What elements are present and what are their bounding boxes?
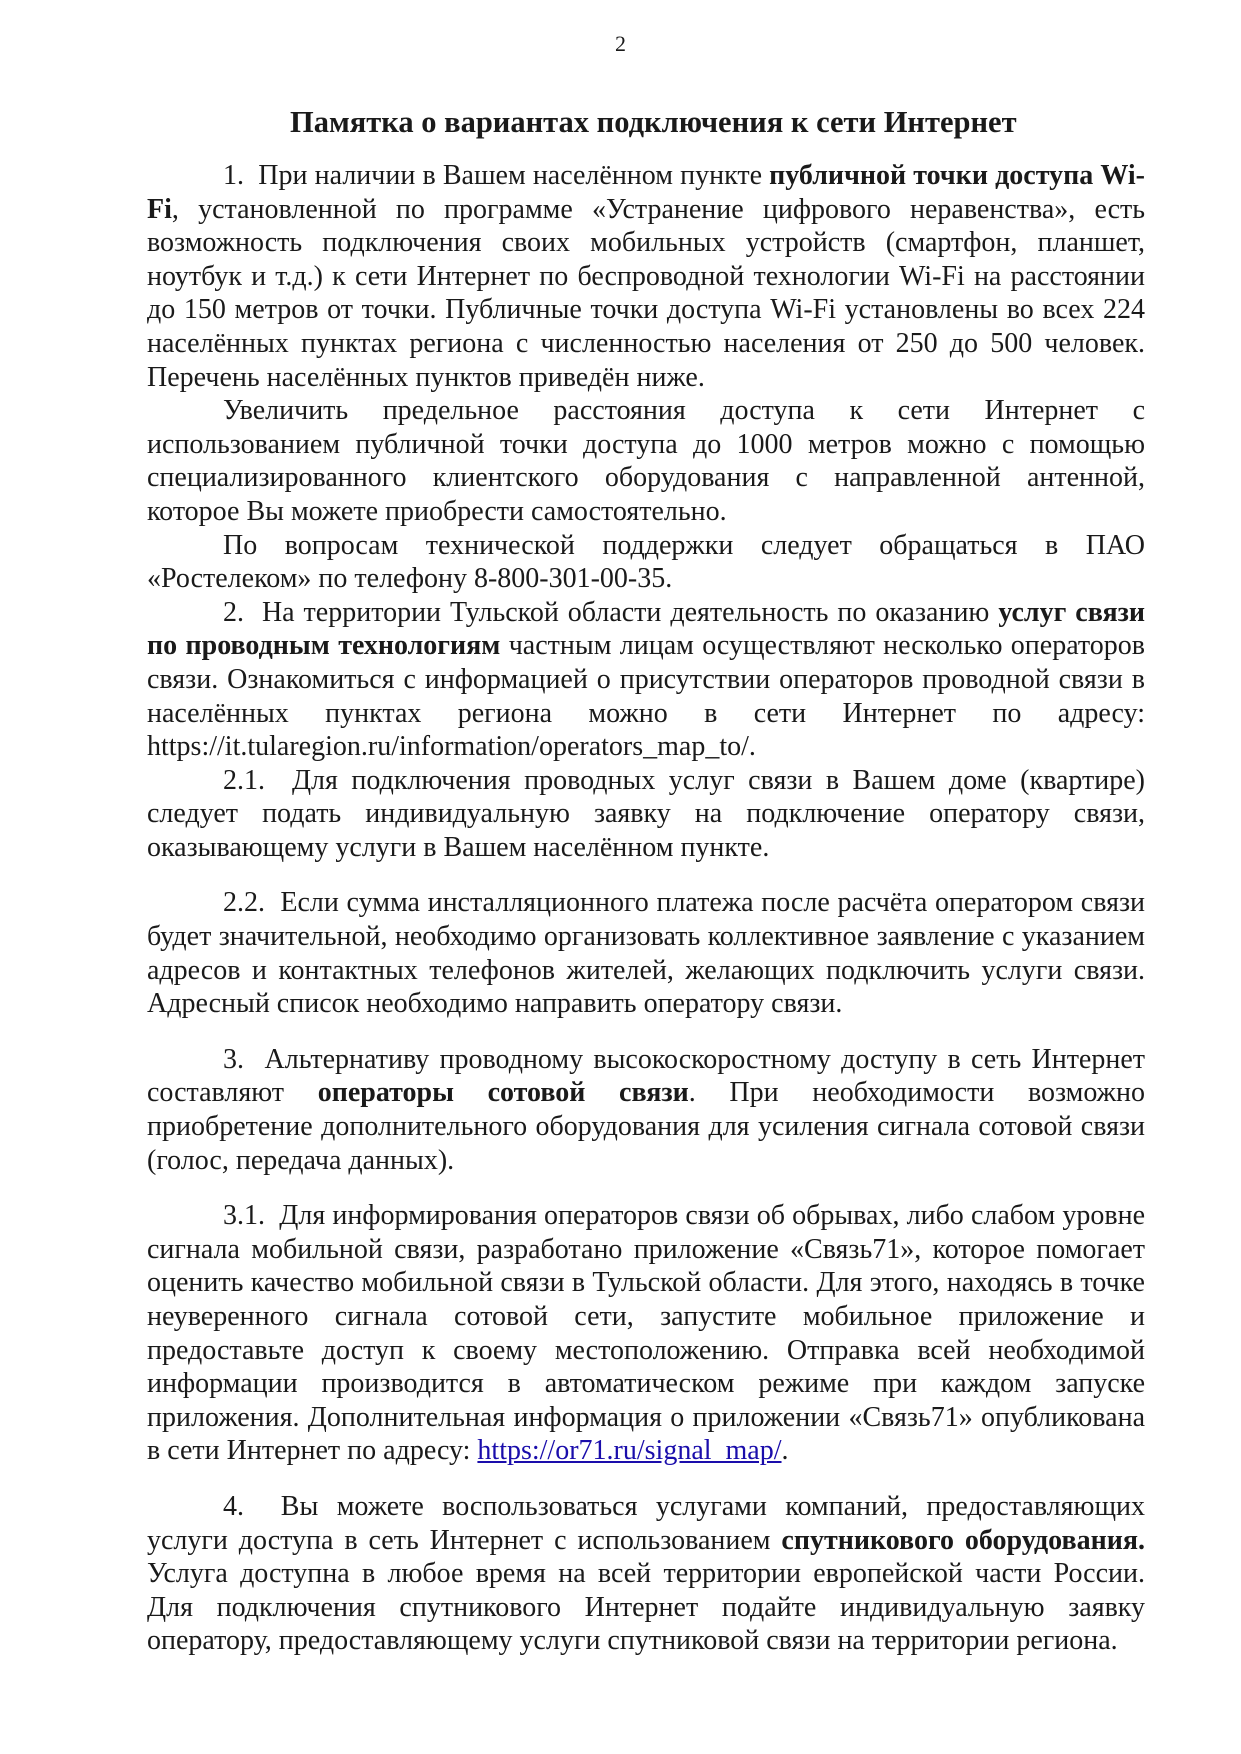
paragraph-1-emphasis: публичной точки доступа Wi-Fi: [147, 160, 1146, 225]
document-body: [147, 159, 1145, 1658]
paragraph-5-individual-request: 2.1. Для подключения проводных услуг связи в Вашем доме (квартире) следует подать индивидуальную заявку на подключение оператору связи, оказывающему услуги в Вашем населённом пункте.: [147, 764, 1145, 863]
paragraph-9-rest: Услуга доступна в любое время на всей территории европейской части России. Для подключения спутникового Интернет подайте индивидуальную заявку оператору, предоставляющему услуги спутниковой связи на территории региона.: [147, 1558, 1145, 1657]
paragraph-8-app-svyaz71: [147, 1199, 1145, 1468]
paragraph-1-public-wifi: [147, 159, 1145, 394]
paragraph-9-lead: 4. Вы можете воспользоваться услугами компаний, предоставляющих услуги доступа в сеть Интернет с использованием: [147, 1490, 1145, 1556]
paragraph-6-collective-request: 2.2. Если сумма инсталляционного платежа после расчёта оператором связи будет значительной, необходимо организовать коллективное заявление с указанием адресов и контактных телефонов жителей, желающих подключить услуги связи. Адресный список необходимо направить оператору связи.: [147, 887, 1145, 1020]
paragraph-4-rest: частным лицам осуществляют несколько операторов связи. Ознакомиться с информацией о присутствии операторов проводной связи в населённых пунктах региона можно в сети Интернет по адресу: https://it.tularegion.ru/information/operators_map_to/.: [147, 630, 1145, 763]
page-number: 2: [615, 31, 626, 56]
signal-map-link[interactable]: https://or71.ru/signal_map/: [477, 1435, 782, 1467]
paragraph-1-rest: , установленной по программе «Устранение цифрового неравенства», есть возможность подключения своих мобильных устройств (смартфон, планшет, ноутбук и т.д.) к сети Интернет по беспроводной технологии Wi-Fi на расстоянии до 150 метров от точки. Публичные точки доступа Wi-Fi установлены во всех 224 населённых пунктах региона с численностью населения от 250 до 500 человек. Перечень населённых пунктов приведён ниже.: [147, 193, 1145, 393]
paragraph-4-emphasis: услуг связи по проводным технологиям: [147, 596, 1146, 662]
paragraph-8-tail: .: [781, 1435, 789, 1467]
paragraph-3-tech-support: По вопросам технической поддержки следует обращаться в ПАО «Ростелеком» по телефону 8-800-301-00-35.: [147, 529, 1145, 595]
paragraph-4-lead: 2. На территории Тульской области деятельность по оказанию: [223, 596, 999, 628]
paragraph-7-rest: . При необходимости возможно приобретение дополнительного оборудования для усиления сигнала сотовой связи (голос, передача данных).: [147, 1077, 1145, 1176]
paragraph-4-wired-services: [147, 596, 1145, 764]
paragraph-8-text: 3.1. Для информирования операторов связи об обрывах, либо слабом уровне сигнала мобильной связи, разработано приложение «Связь71», которое помогает оценить качество мобильной связи в Тульской области. Для этого, находясь в точке неуверенного сигнала сотовой сети, запустите мобильное приложение и предоставьте доступ к своему местоположению. Отправка всей необходимой информации производится в автоматическом режиме при каждом запуске приложения. Дополнительная информация о приложении «Связь71» опубликована в сети Интернет по адресу:: [147, 1200, 1145, 1467]
paragraph-9-emphasis: спутникового оборудования.: [781, 1524, 1145, 1556]
paragraph-9-satellite: [147, 1490, 1145, 1658]
paragraph-7-cellular: [147, 1043, 1145, 1177]
document-title: Памятка о вариантах подключения к сети Интернет: [290, 105, 1017, 139]
paragraph-7-lead: 3. Альтернативу проводному высокоскоростному доступу в сеть Интернет составляют: [147, 1043, 1145, 1109]
paragraph-7-emphasis: операторы сотовой связи: [317, 1077, 689, 1109]
paragraph-1-lead: 1. При наличии в Вашем населённом пункте: [223, 160, 770, 191]
paragraph-2-range-extension: Увеличить предельное расстояния доступа к сети Интернет с использованием публичной точки доступа до 1000 метров можно с помощью специализированного клиентского оборудования с направленной антенной, которое Вы можете приобрести самостоятельно.: [147, 395, 1145, 527]
